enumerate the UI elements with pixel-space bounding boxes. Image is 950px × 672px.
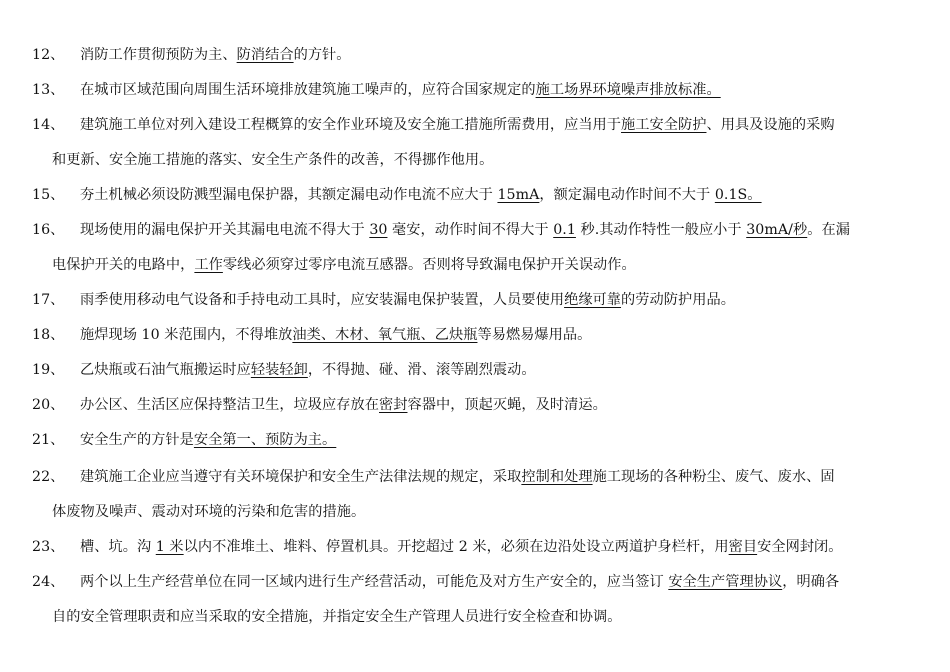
list-item-23 (32, 530, 920, 565)
text-run: 乙炔瓶或石油气瓶搬运时应 (80, 362, 251, 378)
underlined-answer: 0.1S。 (714, 187, 762, 203)
list-item-18 (32, 318, 920, 353)
text-run: 现场使用的漏电保护开关其漏电电流不得大于 (80, 222, 370, 238)
text-run: 自的安全管理职责和应当采取的安全措施，并指定安全生产管理人员进行安全检查和协调。 (52, 609, 622, 625)
item-number: 19、 (32, 362, 65, 378)
underlined-answer: 控制和处理 (521, 469, 593, 485)
text-run: 电保护开关的电路中， (52, 257, 195, 273)
text-run: 。在漏 (807, 222, 850, 238)
text-run: ，明确各 (782, 574, 840, 590)
text-run: 办公区、生活区应保持整洁卫生，垃圾应存放在 (80, 397, 379, 413)
underlined-answer: 施工安全防护 (621, 117, 707, 133)
item-line-continued (32, 143, 920, 178)
item-number: 22、 (32, 469, 65, 485)
item-line-continued (32, 495, 920, 530)
underlined-answer: 15mA (497, 187, 540, 203)
underlined-answer: 防消结合 (236, 47, 294, 63)
underlined-answer: 油类、木材、氧气瓶、乙炔瓶 (292, 327, 478, 343)
list-item-12 (32, 38, 920, 73)
item-number: 16、 (32, 222, 65, 238)
text-run: 和更新、安全施工措施的落实、安全生产条件的改善，不得挪作他用。 (52, 152, 494, 168)
text-run: 在城市区域范围向周围生活环境排放建筑施工噪声的，应符合国家规定的 (80, 82, 536, 98)
underlined-answer: 绝缘可靠 (564, 292, 622, 308)
list-item-16 (32, 213, 920, 283)
text-run: 建筑施工单位对列入建设工程概算的安全作业环境及安全施工措施所需费用，应当用于 (80, 117, 622, 133)
text-run: 安全生产的方针是 (80, 432, 194, 448)
item-line (32, 388, 920, 423)
underlined-answer: 30 (369, 222, 388, 238)
item-number: 20、 (32, 397, 65, 413)
text-run: 施工现场的各种粉尘、废气、废水、固 (592, 469, 835, 485)
list-item-14 (32, 108, 920, 178)
item-line (32, 73, 920, 108)
item-number: 23、 (32, 539, 65, 555)
text-run: 槽、坑。沟 (80, 539, 156, 555)
item-line (32, 213, 920, 248)
text-run: 的方针。 (293, 47, 351, 63)
item-line (32, 565, 920, 600)
item-line (32, 38, 920, 73)
underlined-answer: 工作 (194, 257, 223, 273)
item-number: 13、 (32, 82, 65, 98)
text-run: 毫安，动作时间不得大于 (387, 222, 554, 238)
item-line-continued (32, 600, 920, 635)
text-run: 安全网封闭。 (757, 539, 843, 555)
text-run: 等易燃易爆用品。 (477, 327, 592, 343)
item-line (32, 530, 920, 565)
underlined-answer: 密目 (728, 539, 758, 555)
list-item-15 (32, 178, 920, 213)
item-number: 17、 (32, 292, 65, 308)
text-run: 夯土机械必须设防溅型漏电保护器，其额定漏电动作电流不应大于 (80, 187, 498, 203)
item-line (32, 318, 920, 353)
text-run: ，不得抛、碰、滑、滚等剧烈震动。 (307, 362, 536, 378)
item-line (32, 423, 920, 458)
text-run: 的劳动防护用品。 (621, 292, 735, 308)
item-number: 18、 (32, 327, 65, 343)
underlined-answer: 30mA/秒 (746, 222, 808, 238)
underlined-answer: 施工场界环境噪声排放标准。 (535, 82, 721, 98)
item-line (32, 178, 920, 213)
item-number: 15、 (32, 187, 65, 203)
underlined-answer: 1 米 (155, 539, 184, 555)
list-item-19 (32, 353, 920, 388)
underlined-answer: 安全生产管理协议 (668, 574, 783, 590)
underlined-answer: 密封 (379, 397, 408, 413)
item-number: 24、 (32, 574, 65, 590)
list-item-17 (32, 283, 920, 318)
underlined-answer: 安全第一、预防为主。 (193, 432, 337, 448)
text-run: 以内不准堆土、堆料、停置机具。开挖超过 2 米，必须在边沿处设立两道护身栏杆，用 (183, 539, 729, 555)
list-item-13 (32, 73, 920, 108)
item-number: 12、 (32, 47, 65, 63)
underlined-answer: 0.1 (553, 222, 576, 238)
text-run: 容器中，顶起灭蝇，及时清运。 (407, 397, 607, 413)
text-run: 体废物及噪声、震动对环境的污染和危害的措施。 (52, 504, 366, 520)
text-run: 雨季使用移动电气设备和手持电动工具时，应安装漏电保护装置，人员要使用 (80, 292, 565, 308)
text-run: 两个以上生产经营单位在同一区域内进行生产经营活动，可能危及对方生产安全的，应当签订 (80, 574, 669, 590)
item-line (32, 460, 920, 495)
text-run: 消防工作贯彻预防为主、 (80, 47, 237, 63)
text-run: 、用具及设施的采购 (706, 117, 835, 133)
list-item-24 (32, 565, 920, 635)
item-number: 14、 (32, 117, 65, 133)
item-number: 21、 (32, 432, 65, 448)
list-item-21 (32, 423, 920, 458)
text-run: 建筑施工企业应当遵守有关环境保护和安全生产法律法规的规定，采取 (80, 469, 522, 485)
text-run: 施焊现场 10 米范围内，不得堆放 (80, 327, 293, 343)
item-line (32, 108, 920, 143)
item-line (32, 283, 920, 318)
text-run: ，额定漏电动作时间不大于 (539, 187, 715, 203)
list-item-20 (32, 388, 920, 423)
underlined-answer: 轻装轻卸 (250, 362, 308, 378)
item-line (32, 353, 920, 388)
text-run: 零线必须穿过零序电流互感器。否则将导致漏电保护开关误动作。 (222, 257, 636, 273)
text-run: 秒.其动作特性一般应小于 (575, 222, 747, 238)
list-item-22 (32, 460, 920, 530)
item-line-continued (32, 248, 920, 283)
